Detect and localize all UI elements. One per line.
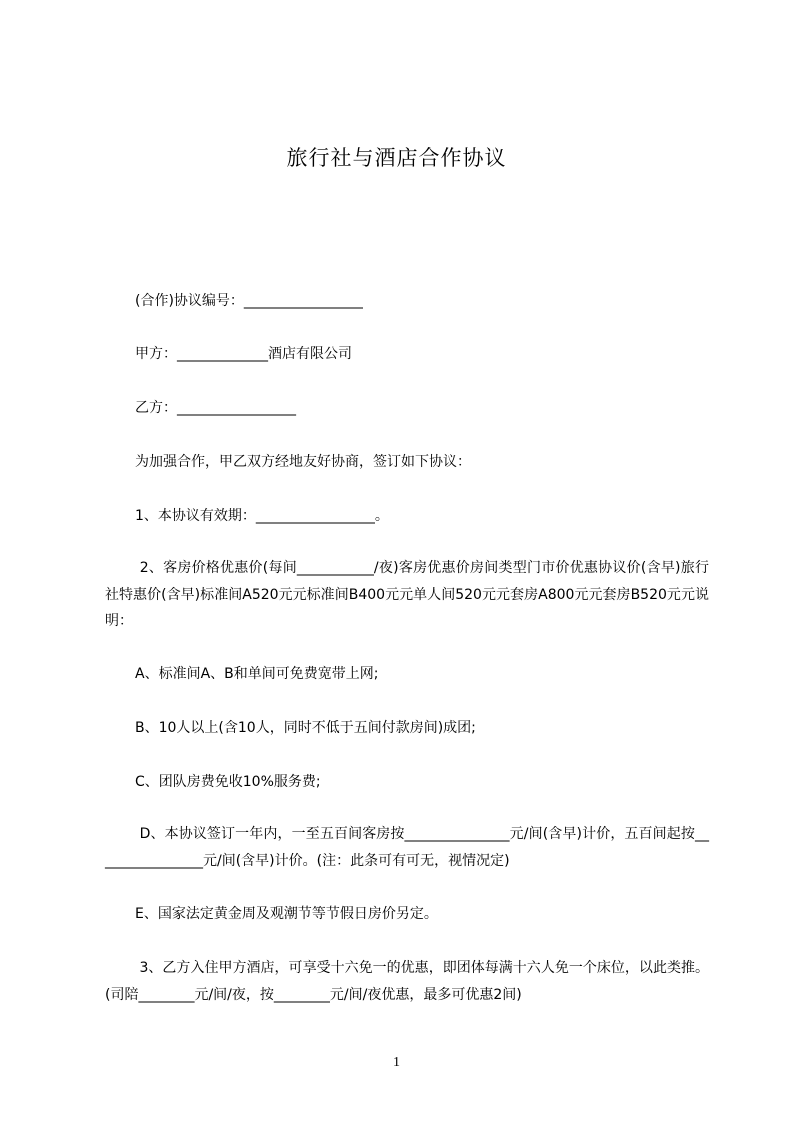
clause-1: 1、本协议有效期：_________________。 <box>135 508 389 524</box>
party-b-line: 乙方：_________________ <box>135 400 296 416</box>
page-number: 1 <box>393 1055 400 1070</box>
preamble: 为加强合作，甲乙双方经地友好协商，签订如下协议： <box>135 454 471 470</box>
note-e: E、国家法定黄金周及观潮节等节假日房价另定。 <box>135 906 438 922</box>
document-title: 旅行社与酒店合作协议 <box>286 146 507 170</box>
note-d: D、本协议签订一年内，一至五百间客房按_______________元/间(含早)计价，五百间起按________________元/间(含早)计价。(注：此条可有可无，视情况定) <box>105 826 710 869</box>
party-a-line: 甲方：_____________酒店有限公司 <box>135 346 352 362</box>
clause-3: 3、乙方入住甲方酒店，可享受十六免一的优惠，即团体每满十六人免一个床位，以此类推。(司陪________元/间/夜，按________元/间/夜优惠，最多可优惠2间) <box>105 960 709 1003</box>
agreement-number-line: (合作)协议编号：_________________ <box>135 293 363 309</box>
note-c: C、团队房费免收10%服务费; <box>135 774 321 790</box>
note-b: B、10人以上(含10人，同时不低于五间付款房间)成团; <box>135 720 476 736</box>
clause-2: 2、客房价格优惠价(每间___________/夜)客房优惠价房间类型门市价优惠协议价(含早)旅行社特惠价(含早)标准间A520元元标准间B400元元单人间520元元套房A800元元套房B520元元说明： <box>105 560 709 630</box>
note-a: A、标准间A、B和单间可免费宽带上网; <box>135 666 379 682</box>
